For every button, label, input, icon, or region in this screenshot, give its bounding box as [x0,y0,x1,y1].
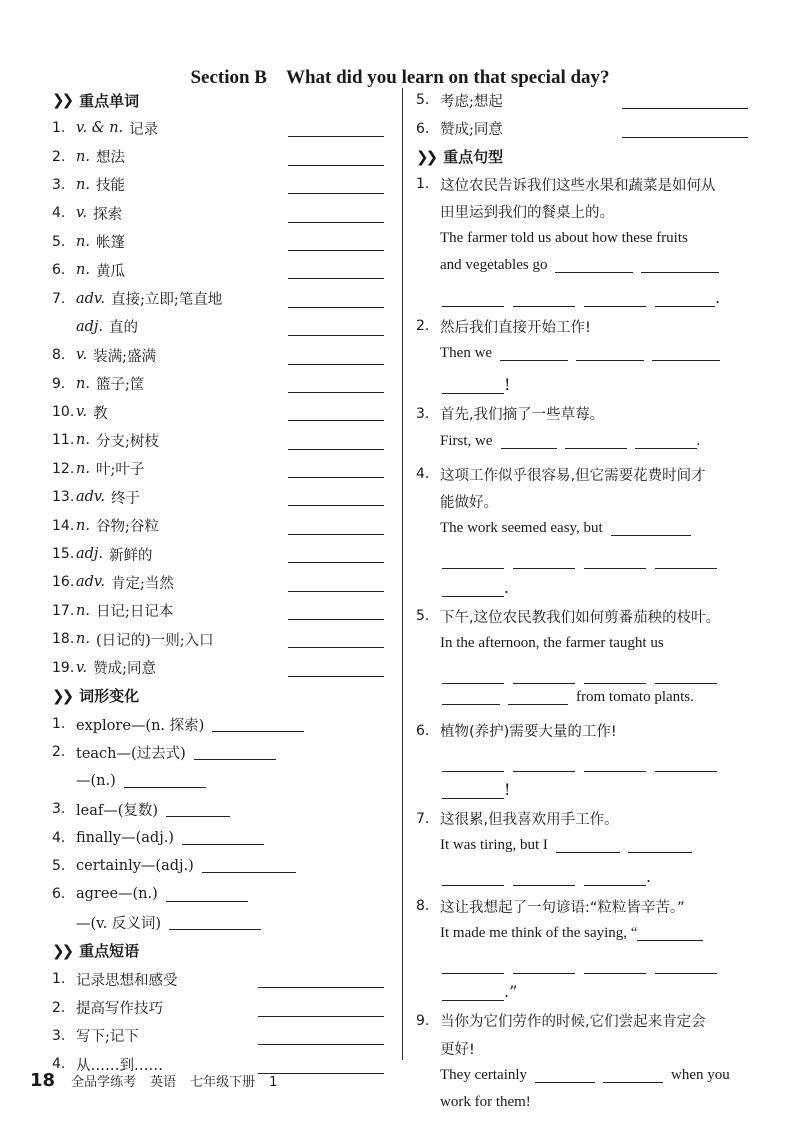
answer-blank[interactable] [288,193,384,194]
phrase-item: 1. 记录思想和感受 [52,965,392,993]
answer-blank[interactable] [584,552,646,569]
answer-blank[interactable] [513,667,575,684]
answer-blank[interactable] [288,676,384,677]
answer-blank[interactable] [202,858,296,873]
phrase-item: 6. 赞成;同意 [416,114,756,142]
answer-blank[interactable] [124,773,206,788]
chevron-icon: ❯❯ [52,91,72,109]
answer-blank[interactable] [508,690,568,705]
section-heading-forms: ❯❯ 词形变化 [52,686,140,706]
answer-blank[interactable] [442,957,504,974]
answer-blank[interactable] [655,755,717,772]
phrase-item: 2. 提高写作技巧 [52,993,392,1021]
word-form-item: 4. finally—(adj.) [52,823,392,851]
answer-blank[interactable] [442,755,504,772]
answer-blank[interactable] [513,290,575,307]
section-heading-sentences: ❯❯ 重点句型 [416,147,504,167]
answer-blank[interactable] [258,1016,384,1017]
answer-blank[interactable] [442,552,504,569]
word-form-item: 3. leaf—(复数) [52,795,392,823]
answer-blank[interactable] [565,434,627,449]
answer-blank[interactable] [442,984,504,1001]
answer-blank[interactable] [584,957,646,974]
word-item: 5. n. 帐篷 [52,228,392,256]
chevron-icon: ❯❯ [52,941,72,960]
word-item: 4. v. 探索 [52,199,392,227]
section-heading-words: ❯❯ 重点单词 [52,91,140,110]
page-title: Section B What did you learn on that special day? [190,67,610,88]
answer-blank[interactable] [442,667,504,684]
answer-blank[interactable] [584,667,646,684]
word-item: 10. v. 教 [52,398,392,426]
answer-blank[interactable] [288,250,384,251]
word-item: 6. n. 黄瓜 [52,256,392,284]
phrase-item: 4. 从……到…… [52,1050,392,1078]
answer-blank[interactable] [637,926,703,941]
answer-blank[interactable] [655,667,717,684]
answer-blank[interactable] [500,346,568,361]
word-item: 7. adv. 直接;立即;笔直地 [52,284,392,312]
right-column: 5. 考虑;想起 6. 赞成;同意 ❯❯ 重点句型 1. 这位农民告诉我们这些水果和蔬菜是如何从 田里运到我们的餐桌上的。 The farmer told us about how these fruits and vegetables go . 2. 然后我们直接开始工作! Then we ! 3. 首先,我们摘了一些草莓。 First, we . 4. 这项工作似乎很容易,但它需要花费时间才 能做好。 The work seemed easy, but . 5. 下午,这位农民教我们如何剪番茄秧的枝叶。 In the afternoon, the farmer taught us from tomato plants. 6. 植物(养护)需要大量的工作! ! 7. 这很累,但我喜欢用手工作。 It was tiring, but I . 8. 这让我想起了一句谚语:“粒粒皆辛苦。” It made me think of the saying, “ .” 9. 当你为它们劳作的时候,它们尝起来肯定会 更好! They certainly when you work for them! [416,86,756,1116]
answer-blank[interactable] [288,278,384,279]
answer-blank[interactable] [288,222,384,223]
chevron-icon: ❯❯ [416,147,436,166]
word-item: 19. v. 赞成;同意 [52,653,392,681]
section-heading-phrases: ❯❯ 重点短语 [52,941,140,961]
word-item: 14. n. 谷物;谷粒 [52,511,392,539]
answer-blank[interactable] [501,434,557,449]
answer-blank[interactable] [288,591,384,592]
answer-blank[interactable] [622,137,748,138]
word-form-item: —(v. 反义词) [52,909,392,937]
chevron-icon: ❯❯ [52,686,72,705]
answer-blank[interactable] [635,434,697,449]
answer-blank[interactable] [555,258,633,273]
answer-blank[interactable] [258,1044,384,1045]
answer-blank[interactable] [622,108,748,109]
column-divider [402,88,403,1060]
word-item: 16. adv. 肯定;当然 [52,568,392,596]
word-item: 13. adv. 终于 [52,483,392,511]
answer-blank[interactable] [513,957,575,974]
answer-blank[interactable] [288,335,384,336]
answer-blank[interactable] [442,290,504,307]
answer-blank[interactable] [182,830,264,845]
word-item: 18. n. (日记的)一则;入口 [52,625,392,653]
word-item: 2. n. 想法 [52,142,392,170]
answer-blank[interactable] [288,449,384,450]
answer-blank[interactable] [288,136,384,137]
answer-blank[interactable] [442,580,504,597]
answer-blank[interactable] [513,755,575,772]
answer-blank[interactable] [603,1068,663,1083]
word-item: 8. v. 装满;盛满 [52,341,392,369]
answer-blank[interactable] [655,552,717,569]
answer-blank[interactable] [288,505,384,506]
answer-blank[interactable] [556,838,620,853]
answer-blank[interactable] [584,869,646,886]
answer-blank[interactable] [611,521,691,536]
answer-blank[interactable] [288,392,384,393]
phrase-item: 3. 写下;记下 [52,1022,392,1050]
word-item: 17. n. 日记;日记本 [52,597,392,625]
word-item: 9. n. 篮子;筐 [52,370,392,398]
answer-blank[interactable] [288,307,384,308]
answer-blank[interactable] [655,957,717,974]
answer-blank[interactable] [442,690,500,705]
answer-blank[interactable] [166,802,230,817]
answer-blank[interactable] [288,562,384,563]
word-form-item: —(n.) [52,767,392,795]
answer-blank[interactable] [258,987,384,988]
answer-blank[interactable] [288,477,384,478]
answer-blank[interactable] [442,377,504,394]
answer-blank[interactable] [584,290,646,307]
answer-blank[interactable] [288,647,384,648]
word-form-item: 5. certainly—(adj.) [52,852,392,880]
answer-blank[interactable] [655,290,715,307]
answer-blank[interactable] [584,755,646,772]
word-form-item: 2. teach—(过去式) [52,738,392,766]
word-item: 3. n. 技能 [52,171,392,199]
answer-blank[interactable] [288,534,384,535]
answer-blank[interactable] [194,745,276,760]
page-footer: 18 全品学练考 英语 七年级下册 1 [30,1070,278,1091]
answer-blank[interactable] [288,420,384,421]
answer-blank[interactable] [628,838,692,853]
word-item: 11. n. 分支;树枝 [52,426,392,454]
answer-blank[interactable] [576,346,644,361]
answer-blank[interactable] [535,1068,595,1083]
word-item: 12. n. 叶;叶子 [52,455,392,483]
answer-blank[interactable] [166,887,248,902]
answer-blank[interactable] [212,717,304,732]
answer-blank[interactable] [442,782,504,799]
word-form-item: 6. agree—(n.) [52,880,392,908]
answer-blank[interactable] [513,869,575,886]
answer-blank[interactable] [513,552,575,569]
phrase-item: 5. 考虑;想起 [416,86,756,114]
answer-blank[interactable] [169,915,261,930]
word-item: 1. v. & n. 记录 [52,114,392,142]
page-number: 18 [30,1070,56,1091]
answer-blank[interactable] [652,346,720,361]
answer-blank[interactable] [442,869,504,886]
answer-blank[interactable] [288,364,384,365]
answer-blank[interactable] [288,619,384,620]
answer-blank[interactable] [288,165,384,166]
word-form-item: 1. explore—(n. 探索) [52,710,392,738]
word-item: 15. adj. 新鲜的 [52,540,392,568]
left-column [52,86,392,1079]
answer-blank[interactable] [641,258,719,273]
word-item: adj. 直的 [52,313,392,341]
